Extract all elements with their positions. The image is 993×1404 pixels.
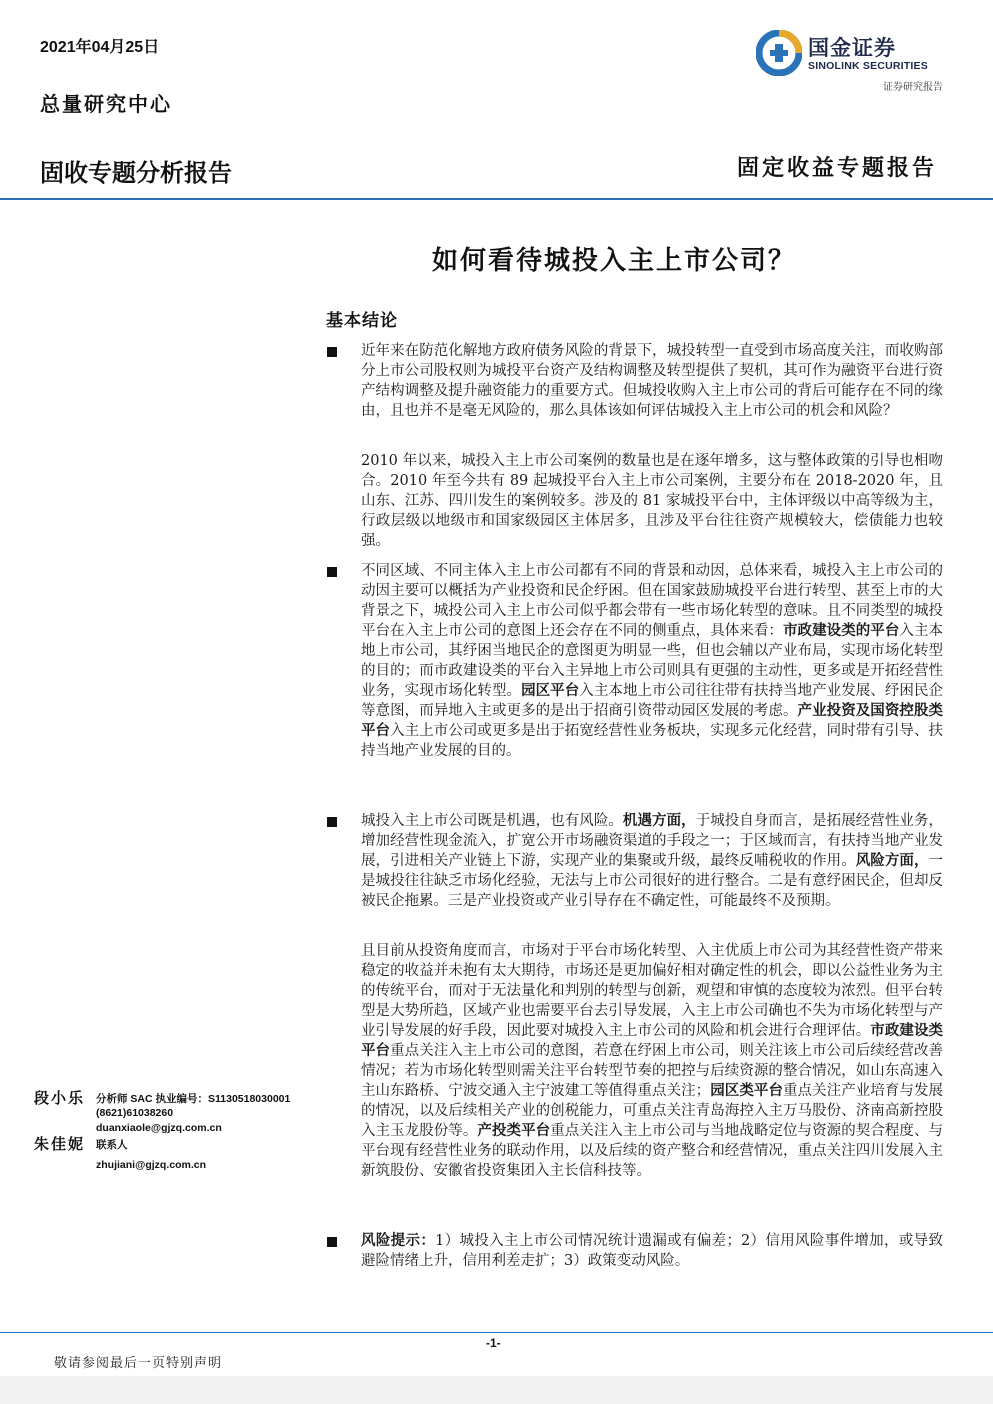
author-credential: 分析师 SAC 执业编号：S1130518030001 bbox=[96, 1093, 291, 1105]
department-name: 总量研究中心 bbox=[40, 92, 172, 116]
report-title: 如何看待城投入主上市公司？ bbox=[432, 246, 797, 276]
text-run: 重点关注产业培育与发展的情况，以及后续相关产业的创税能力，可重点关注青岛海控入主万马股份、济南高新控股入主玉龙股份等。 bbox=[361, 1083, 944, 1139]
author-phone: (8621)61038260 bbox=[96, 1107, 174, 1119]
bold-text-run: 市政建设类平台 bbox=[361, 1022, 944, 1059]
text-run: 且目前从投资角度而言，市场对于平台市场化转型、入主优质上市公司为其经营性资产带来稳定的收益并未抱有太大期待，市场还是更加偏好相对确定性的机会，即以公益性业务为主的传统平台，而对于无法量化和判别的转型与创新，观望和审慎的态度较为浓烈。但平台转型是大势所趋，区域产业也需要平台去引导发展，入主上市公司确也不失为市场化转型与产业引导发展的好手段，因此要对城投入主上市公司的风险和机会进行合理评估。 bbox=[361, 943, 943, 1039]
header-divider bbox=[0, 198, 993, 200]
company-logo bbox=[756, 30, 956, 78]
bold-text-run: 风险方面， bbox=[855, 852, 929, 869]
bold-text-run: 风险提示： bbox=[361, 1232, 436, 1249]
bullet-marker bbox=[327, 347, 337, 357]
bold-text-run: 园区平台 bbox=[521, 682, 580, 699]
sinolink-logo-icon bbox=[756, 30, 802, 76]
author-role: 联系人 bbox=[96, 1139, 128, 1151]
text-run: 入主上市公司或更多是出于拓宽经营性业务板块，实现多元化经营，同时带有引导、扶持当地产业发展的目的。 bbox=[361, 723, 944, 759]
text-run: 于城投自身而言，是拓展经营性业务，增加经营性现金流入，扩宽公开市场融资渠道的手段之一；于区域而言，有扶持当地产业发展，引进相关产业链上下游，实现产业的集聚或升级，最终反哺税收的作用。 bbox=[361, 813, 944, 869]
author-name: 朱佳妮 bbox=[34, 1135, 86, 1153]
text-run: 入主本地上市公司，其纾困当地民企的意图更为明显一些，但也会辅以产业布局，实现市场化转型的目的；而市政建设类的平台入主异地上市公司则具有更强的主动性，更多或是开拓经营性业务，实现市场化转型。 bbox=[361, 623, 944, 699]
page-bottom-band bbox=[0, 1376, 993, 1404]
text-run: 不同区域、不同主体入主上市公司都有不同的背景和动因，总体来看，城投入主上市公司的动因主要可以概括为产业投资和民企纾困。但在国家鼓励城投平台进行转型、甚至上市的大背景之下，城投公司入主上市公司似乎都会带有一些市场化转型的意味。且不同类型的城投平台在入主上市公司的意图上还会存在不同的侧重点，具体来看： bbox=[361, 563, 943, 639]
bold-text-run: 产业投资及国资控股类平台 bbox=[361, 702, 944, 739]
paragraph bbox=[361, 561, 943, 761]
text-run: 近年来在防范化解地方政府债务风险的背景下，城投转型一直受到市场高度关注，而收购部分上市公司股权则为城投平台资产及结构调整及转型提供了契机，其可作为融资平台进行资产结构调整及提升融资能力的重要方式。但城投收购入主上市公司的背后可能存在不同的缘由，且也并不是毫无风险的，那么具体该如何评估城投入主上市公司的机会和风险？ bbox=[361, 343, 943, 419]
section-title: 基本结论 bbox=[326, 311, 398, 331]
footer-divider bbox=[0, 1332, 993, 1333]
page-number: -1- bbox=[486, 1336, 501, 1350]
bullet-marker bbox=[327, 1237, 337, 1247]
text-run: 重点关注入主上市公司的意图，若意在纾困上市公司，则关注该上市公司后续经营改善情况；若为市场化转型则需关注平台转型节奏的把控与后续资源的整合情况，如山东高速入主山东路桥、宁波交通入主宁波建工等值得重点关注； bbox=[361, 1043, 944, 1099]
logo-subtitle: 证券研究报告 bbox=[883, 82, 943, 93]
paragraph bbox=[361, 811, 943, 911]
author-name: 段小乐 bbox=[34, 1089, 86, 1107]
paragraph bbox=[361, 341, 943, 421]
logo-name-en: SINOLINK SECURITIES bbox=[808, 60, 928, 72]
author-email[interactable]: zhujiani@gjzq.com.cn bbox=[96, 1159, 206, 1171]
text-run: 入主本地上市公司往往带有扶持当地产业发展、纾困民企等意图，而异地入主或更多的是出于招商引资带动园区发展的考虑。 bbox=[361, 683, 944, 719]
text-run: 一是城投往往缺乏市场化经验，无法与上市公司很好的进行整合。二是有意纾困民企，但却反被民企拖累。三是产业投资或产业引导存在不确定性，可能最终不及预期。 bbox=[361, 853, 944, 909]
footer-disclaimer: 敬请参阅最后一页特别声明 bbox=[54, 1356, 223, 1371]
author-info bbox=[96, 1138, 206, 1172]
logo-name-cn: 国金证券 bbox=[808, 36, 896, 60]
text-run: 重点关注入主上市公司与当地战略定位与资源的契合程度、与平台现有经营性业务的联动作用，以及后续的资产整合和经营情况，重点关注四川发展入主新筑股份、安徽省投资集团入主长信科技等。 bbox=[361, 1123, 944, 1179]
report-type-right: 固定收益专题报告 bbox=[736, 155, 937, 181]
text-run: 1）城投入主上市公司情况统计遗漏或有偏差；2）信用风险事件增加，或导致避险情绪上升，信用利差走扩；3）政策变动风险。 bbox=[361, 1233, 943, 1269]
text-run: 2010 年以来，城投入主上市公司案例的数量也是在逐年增多，这与整体政策的引导也相吻合。2010 年至今共有 89 起城投平台入主上市公司案例，主要分布在 2018-2020 年，且山东、江苏、四川发生的案例较多。涉及的 81 家城投平台中，主体评级以中高等级为主，行政层级以地级市和国家级园区主体居多，且涉及平台往往资产规模较大，偿债能力也较强。 bbox=[361, 453, 943, 549]
bold-text-run: 产投类平台 bbox=[477, 1122, 551, 1139]
paragraph bbox=[361, 1231, 943, 1271]
bold-text-run: 园区类平台 bbox=[710, 1082, 783, 1099]
bullet-marker bbox=[327, 567, 337, 577]
bold-text-run: 机遇方面， bbox=[622, 812, 696, 829]
author-info bbox=[96, 1092, 290, 1135]
report-type-left: 固收专题分析报告 bbox=[40, 160, 232, 187]
text-run: 城投入主上市公司既是机遇，也有风险。 bbox=[361, 813, 623, 829]
author-email[interactable]: duanxiaole@gjzq.com.cn bbox=[96, 1122, 222, 1134]
paragraph bbox=[361, 941, 943, 1181]
report-date: 2021年04月25日 bbox=[40, 39, 160, 56]
bullet-marker bbox=[327, 817, 337, 827]
paragraph bbox=[361, 451, 943, 551]
bold-text-run: 市政建设类的平台 bbox=[782, 622, 900, 639]
